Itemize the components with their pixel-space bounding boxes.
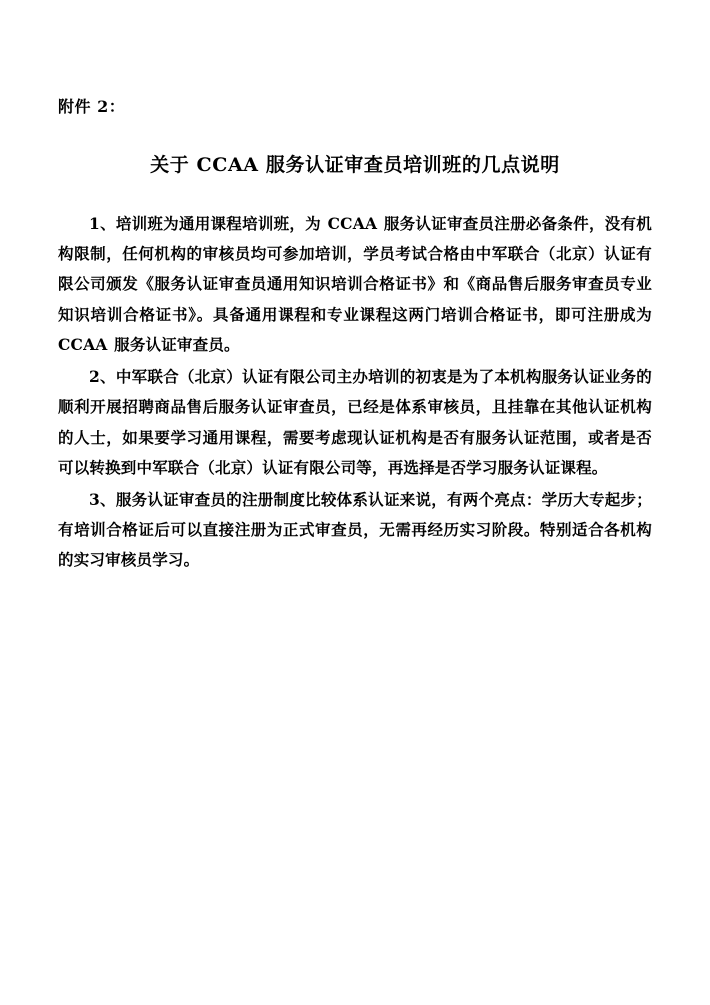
- paragraph-1: 1、培训班为通用课程培训班，为 CCAA 服务认证审查员注册必备条件，没有机构限制，任何机构的审核员均可参加培训，学员考试合格由中军联合（北京）认证有限公司颁发《服务认证审查员通用知识培训合格证书》和《商品售后服务审查员专业知识培训合格证书》。具备通用课程和专业课程这两门培训合格证书，即可注册成为 CCAA 服务认证审查员。: [58, 213, 652, 354]
- paragraph-2: 2、中军联合（北京）认证有限公司主办培训的初衷是为了本机构服务认证业务的顺利开展招聘商品售后服务认证审查员，已经是体系审核员，且挂靠在其他认证机构的人士，如果要学习通用课程，需要考虑现认证机构是否有服务认证范围，或者是否可以转换到中军联合（北京）认证有限公司等，再选择是否学习服务认证课程。: [58, 367, 652, 477]
- paragraph-3: 3、服务认证审查员的注册制度比较体系认证来说，有两个亮点：学历大专起步；有培训合格证后可以直接注册为正式审查员，无需再经历实习阶段。特别适合各机构的实习审核员学习。: [58, 489, 652, 570]
- page-title: 关于 CCAA 服务认证审查员培训班的几点说明: [150, 154, 560, 177]
- attachment-label: 附件 2：: [58, 97, 126, 116]
